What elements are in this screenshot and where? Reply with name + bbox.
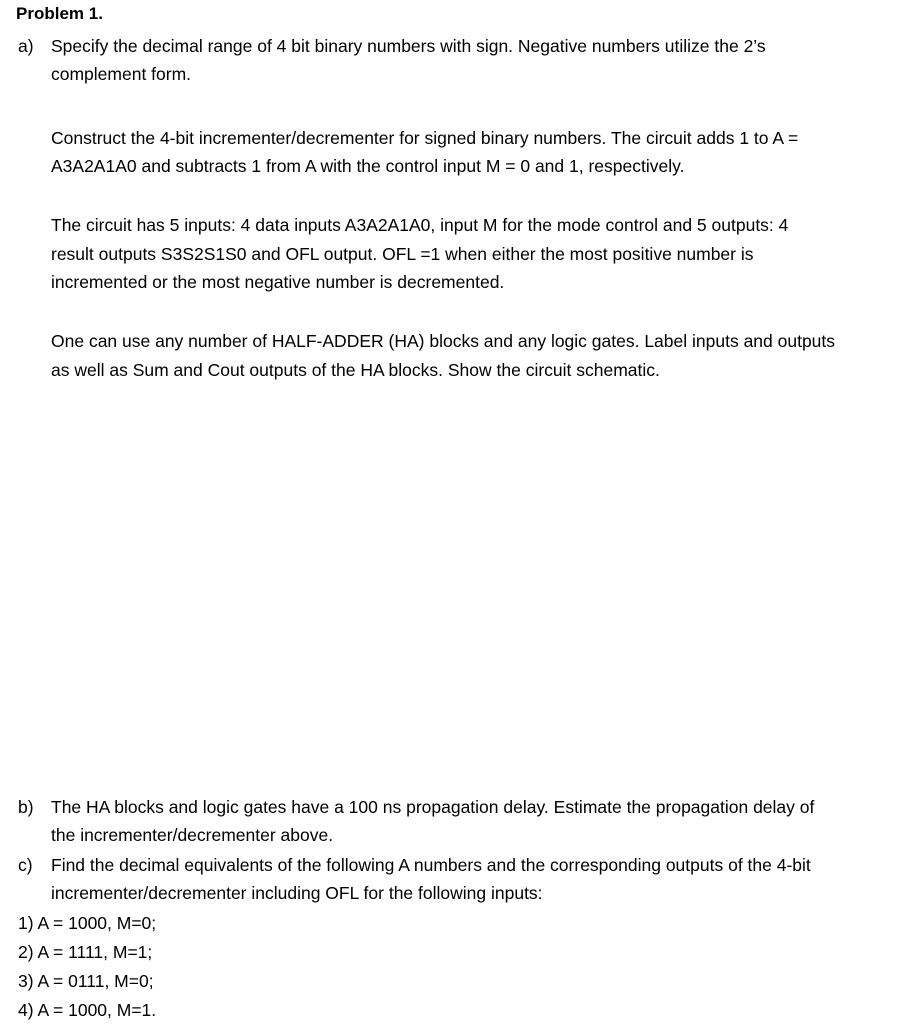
part-a-paragraph3-line-3: incremented or the most negative number is decremented.	[51, 272, 505, 292]
input-item-2: 2) A = 1111, M=1;	[18, 942, 153, 962]
part-c-line-1: Find the decimal equivalents of the following A numbers and the corresponding outputs of the 4-bit	[51, 855, 811, 875]
part-a-paragraph4-line-2: as well as Sum and Cout outputs of the HA blocks. Show the circuit schematic.	[51, 360, 660, 380]
part-c-marker: c)	[18, 855, 33, 875]
part-a-paragraph2-line-2: A3A2A1A0 and subtracts 1 from A with the control input M = 0 and 1, respectively.	[51, 156, 685, 176]
part-a-line-1: Specify the decimal range of 4 bit binary numbers with sign. Negative numbers utilize the 2’s	[51, 36, 766, 56]
input-item-4: 4) A = 1000, M=1.	[18, 1000, 157, 1020]
part-b-line-2: the incrementer/decrementer above.	[51, 825, 334, 845]
part-a-marker: a)	[18, 36, 34, 56]
input-item-3: 3) A = 0111, M=0;	[18, 971, 154, 991]
part-a-paragraph3-line-1: The circuit has 5 inputs: 4 data inputs A3A2A1A0, input M for the mode control and 5 outputs: 4	[51, 215, 789, 235]
part-b-line-1: The HA blocks and logic gates have a 100 ns propagation delay. Estimate the propagation delay of	[51, 797, 815, 817]
part-a-paragraph4-line-1: One can use any number of HALF-ADDER (HA) blocks and any logic gates. Label inputs and outputs	[51, 331, 836, 351]
part-c-line-2: incrementer/decrementer including OFL for the following inputs:	[51, 883, 543, 903]
part-a-paragraph3-line-2: result outputs S3S2S1S0 and OFL output. OFL =1 when either the most positive number is	[51, 244, 754, 264]
part-a-line-2: complement form.	[51, 64, 192, 84]
part-a-paragraph2-line-1: Construct the 4-bit incrementer/decrementer for signed binary numbers. The circuit adds 1 to A =	[51, 128, 799, 148]
part-b-marker: b)	[18, 797, 34, 817]
input-item-1: 1) A = 1000, M=0;	[18, 913, 157, 933]
problem-title: Problem 1.	[16, 4, 103, 23]
